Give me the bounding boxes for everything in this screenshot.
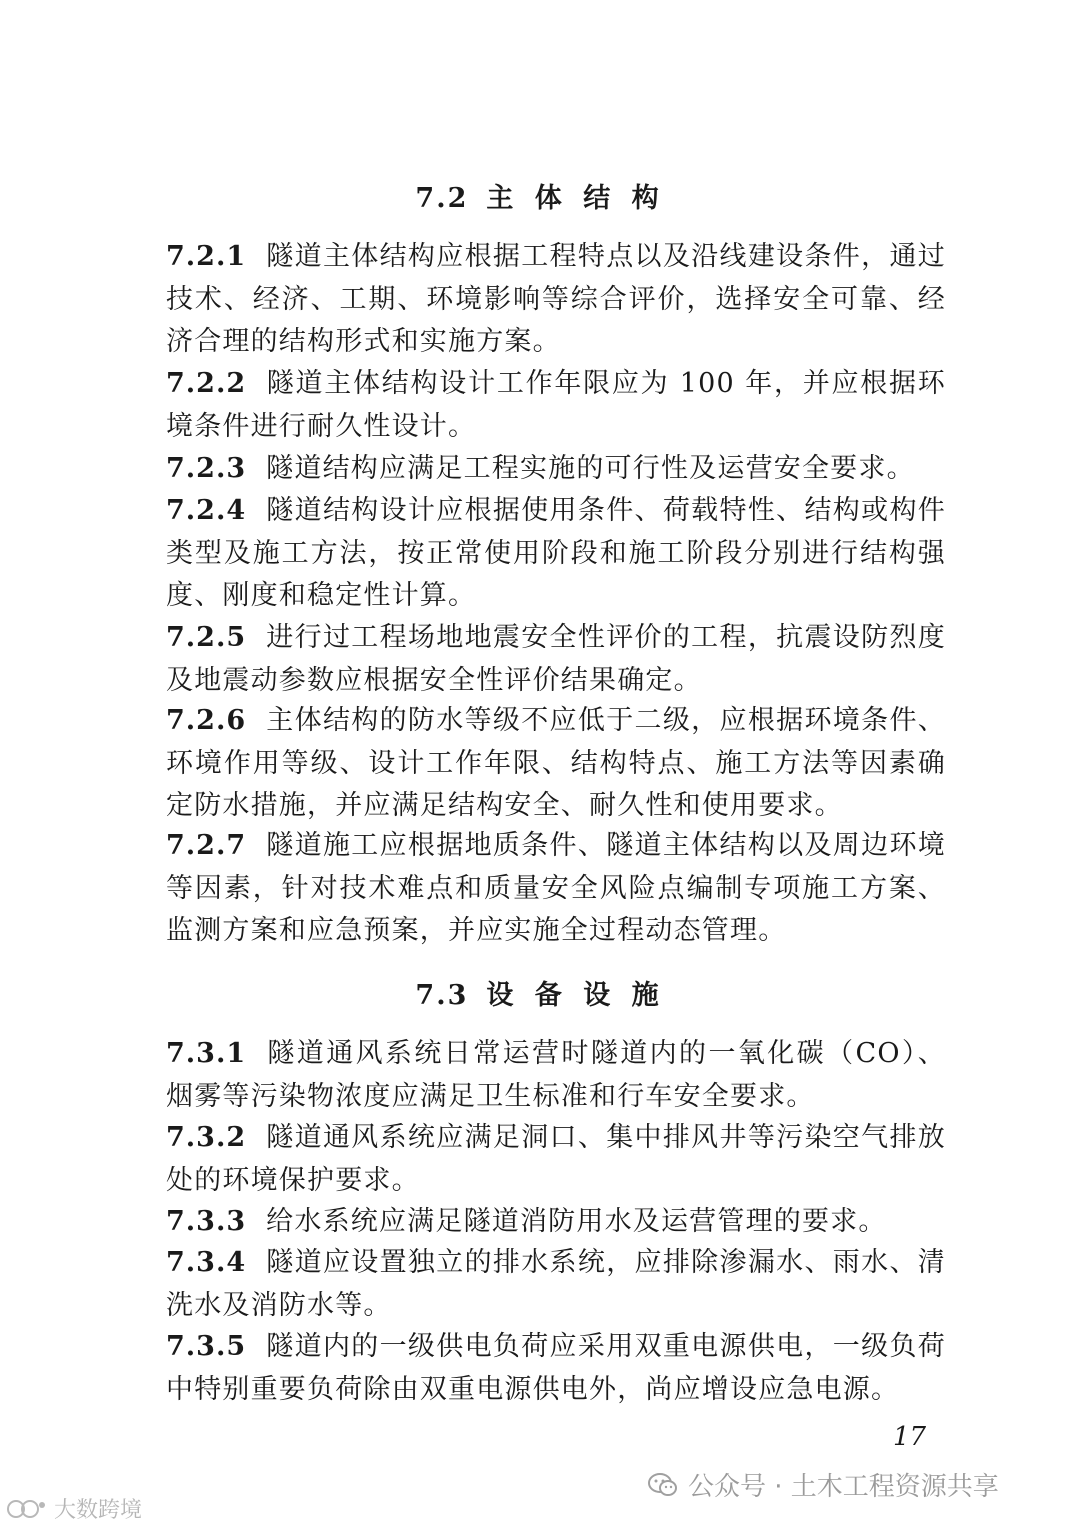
watermark-left-text: 大数跨境 bbox=[54, 1498, 143, 1523]
clause-7-2-2 bbox=[166, 363, 946, 448]
clause-7-2-4 bbox=[166, 490, 946, 618]
section-title-7-3 bbox=[0, 973, 1080, 1012]
watermark-right-text: 公众号 · 土木工程资源共享 bbox=[688, 1472, 999, 1502]
clause-text: 隧道内的一级供电负荷应采用双重电源供电，一级负荷中特别重要负荷除由双重电源供电外，尚应增设应急电源。 bbox=[166, 1331, 946, 1405]
clause-number: 7.2.7 bbox=[166, 830, 247, 861]
section-number: 7.2 bbox=[415, 183, 469, 214]
clause-number: 7.3.4 bbox=[166, 1247, 247, 1278]
clause-text: 隧道结构设计应根据使用条件、荷载特性、结构或构件类型及施工方法，按正常使用阶段和施工阶段分别进行结构强度、刚度和稳定性计算。 bbox=[166, 495, 946, 611]
clause-number: 7.3.1 bbox=[166, 1038, 247, 1069]
clause-7-3-4 bbox=[166, 1242, 946, 1327]
section-heading: 主 体 结 构 bbox=[486, 183, 665, 214]
clause-text: 隧道主体结构设计工作年限应为 100 年，并应根据环境条件进行耐久性设计。 bbox=[166, 368, 946, 442]
clause-text: 给水系统应满足隧道消防用水及运营管理的要求。 bbox=[266, 1206, 887, 1237]
watermark-wechat bbox=[648, 1466, 999, 1503]
clause-7-2-5 bbox=[166, 617, 946, 702]
clause-text: 隧道通风系统日常运营时隧道内的一氧化碳（CO）、烟雾等污染物浓度应满足卫生标准和行车安全要求。 bbox=[166, 1038, 946, 1112]
clause-number: 7.2.3 bbox=[166, 453, 247, 484]
clause-number: 7.3.3 bbox=[166, 1206, 247, 1237]
clause-number: 7.2.5 bbox=[166, 622, 247, 653]
clause-7-3-5 bbox=[166, 1326, 946, 1411]
clause-number: 7.2.1 bbox=[166, 241, 247, 272]
brand-logo-icon bbox=[6, 1497, 48, 1521]
clause-7-2-1 bbox=[166, 236, 946, 364]
clause-7-3-2 bbox=[166, 1117, 946, 1202]
clause-number: 7.2.2 bbox=[166, 368, 247, 399]
clause-text: 隧道结构应满足工程实施的可行性及运营安全要求。 bbox=[266, 453, 915, 484]
clause-7-2-3 bbox=[166, 448, 946, 491]
clause-text: 隧道施工应根据地质条件、隧道主体结构以及周边环境等因素，针对技术难点和质量安全风险点编制专项施工方案、监测方案和应急预案，并应实施全过程动态管理。 bbox=[166, 830, 946, 946]
section-heading: 设 备 设 施 bbox=[486, 980, 665, 1011]
clause-text: 隧道应设置独立的排水系统，应排除渗漏水、雨水、清洗水及消防水等。 bbox=[166, 1247, 946, 1321]
clause-text: 主体结构的防水等级不应低于二级，应根据环境条件、环境作用等级、设计工作年限、结构特点、施工方法等因素确定防水措施，并应满足结构安全、耐久性和使用要求。 bbox=[166, 705, 946, 821]
clause-text: 隧道通风系统应满足洞口、集中排风井等污染空气排放处的环境保护要求。 bbox=[166, 1122, 946, 1196]
clause-7-2-6 bbox=[166, 700, 946, 828]
clause-number: 7.2.6 bbox=[166, 705, 247, 736]
clause-number: 7.2.4 bbox=[166, 495, 247, 526]
wechat-icon bbox=[648, 1472, 678, 1498]
clause-text: 进行过工程场地地震安全性评价的工程，抗震设防烈度及地震动参数应根据安全性评价结果确定。 bbox=[166, 622, 946, 696]
section-number: 7.3 bbox=[415, 980, 469, 1011]
clause-7-3-3 bbox=[166, 1201, 946, 1244]
watermark-bottom-left bbox=[6, 1493, 142, 1524]
section-title-7-2 bbox=[0, 176, 1080, 215]
clause-7-3-1 bbox=[166, 1033, 946, 1118]
clause-number: 7.3.2 bbox=[166, 1122, 247, 1153]
clause-text: 隧道主体结构应根据工程特点以及沿线建设条件，通过技术、经济、工期、环境影响等综合评价，选择安全可靠、经济合理的结构形式和实施方案。 bbox=[166, 241, 946, 357]
page-number: 17 bbox=[893, 1422, 927, 1452]
clause-7-2-7 bbox=[166, 825, 946, 953]
clause-number: 7.3.5 bbox=[166, 1331, 247, 1362]
